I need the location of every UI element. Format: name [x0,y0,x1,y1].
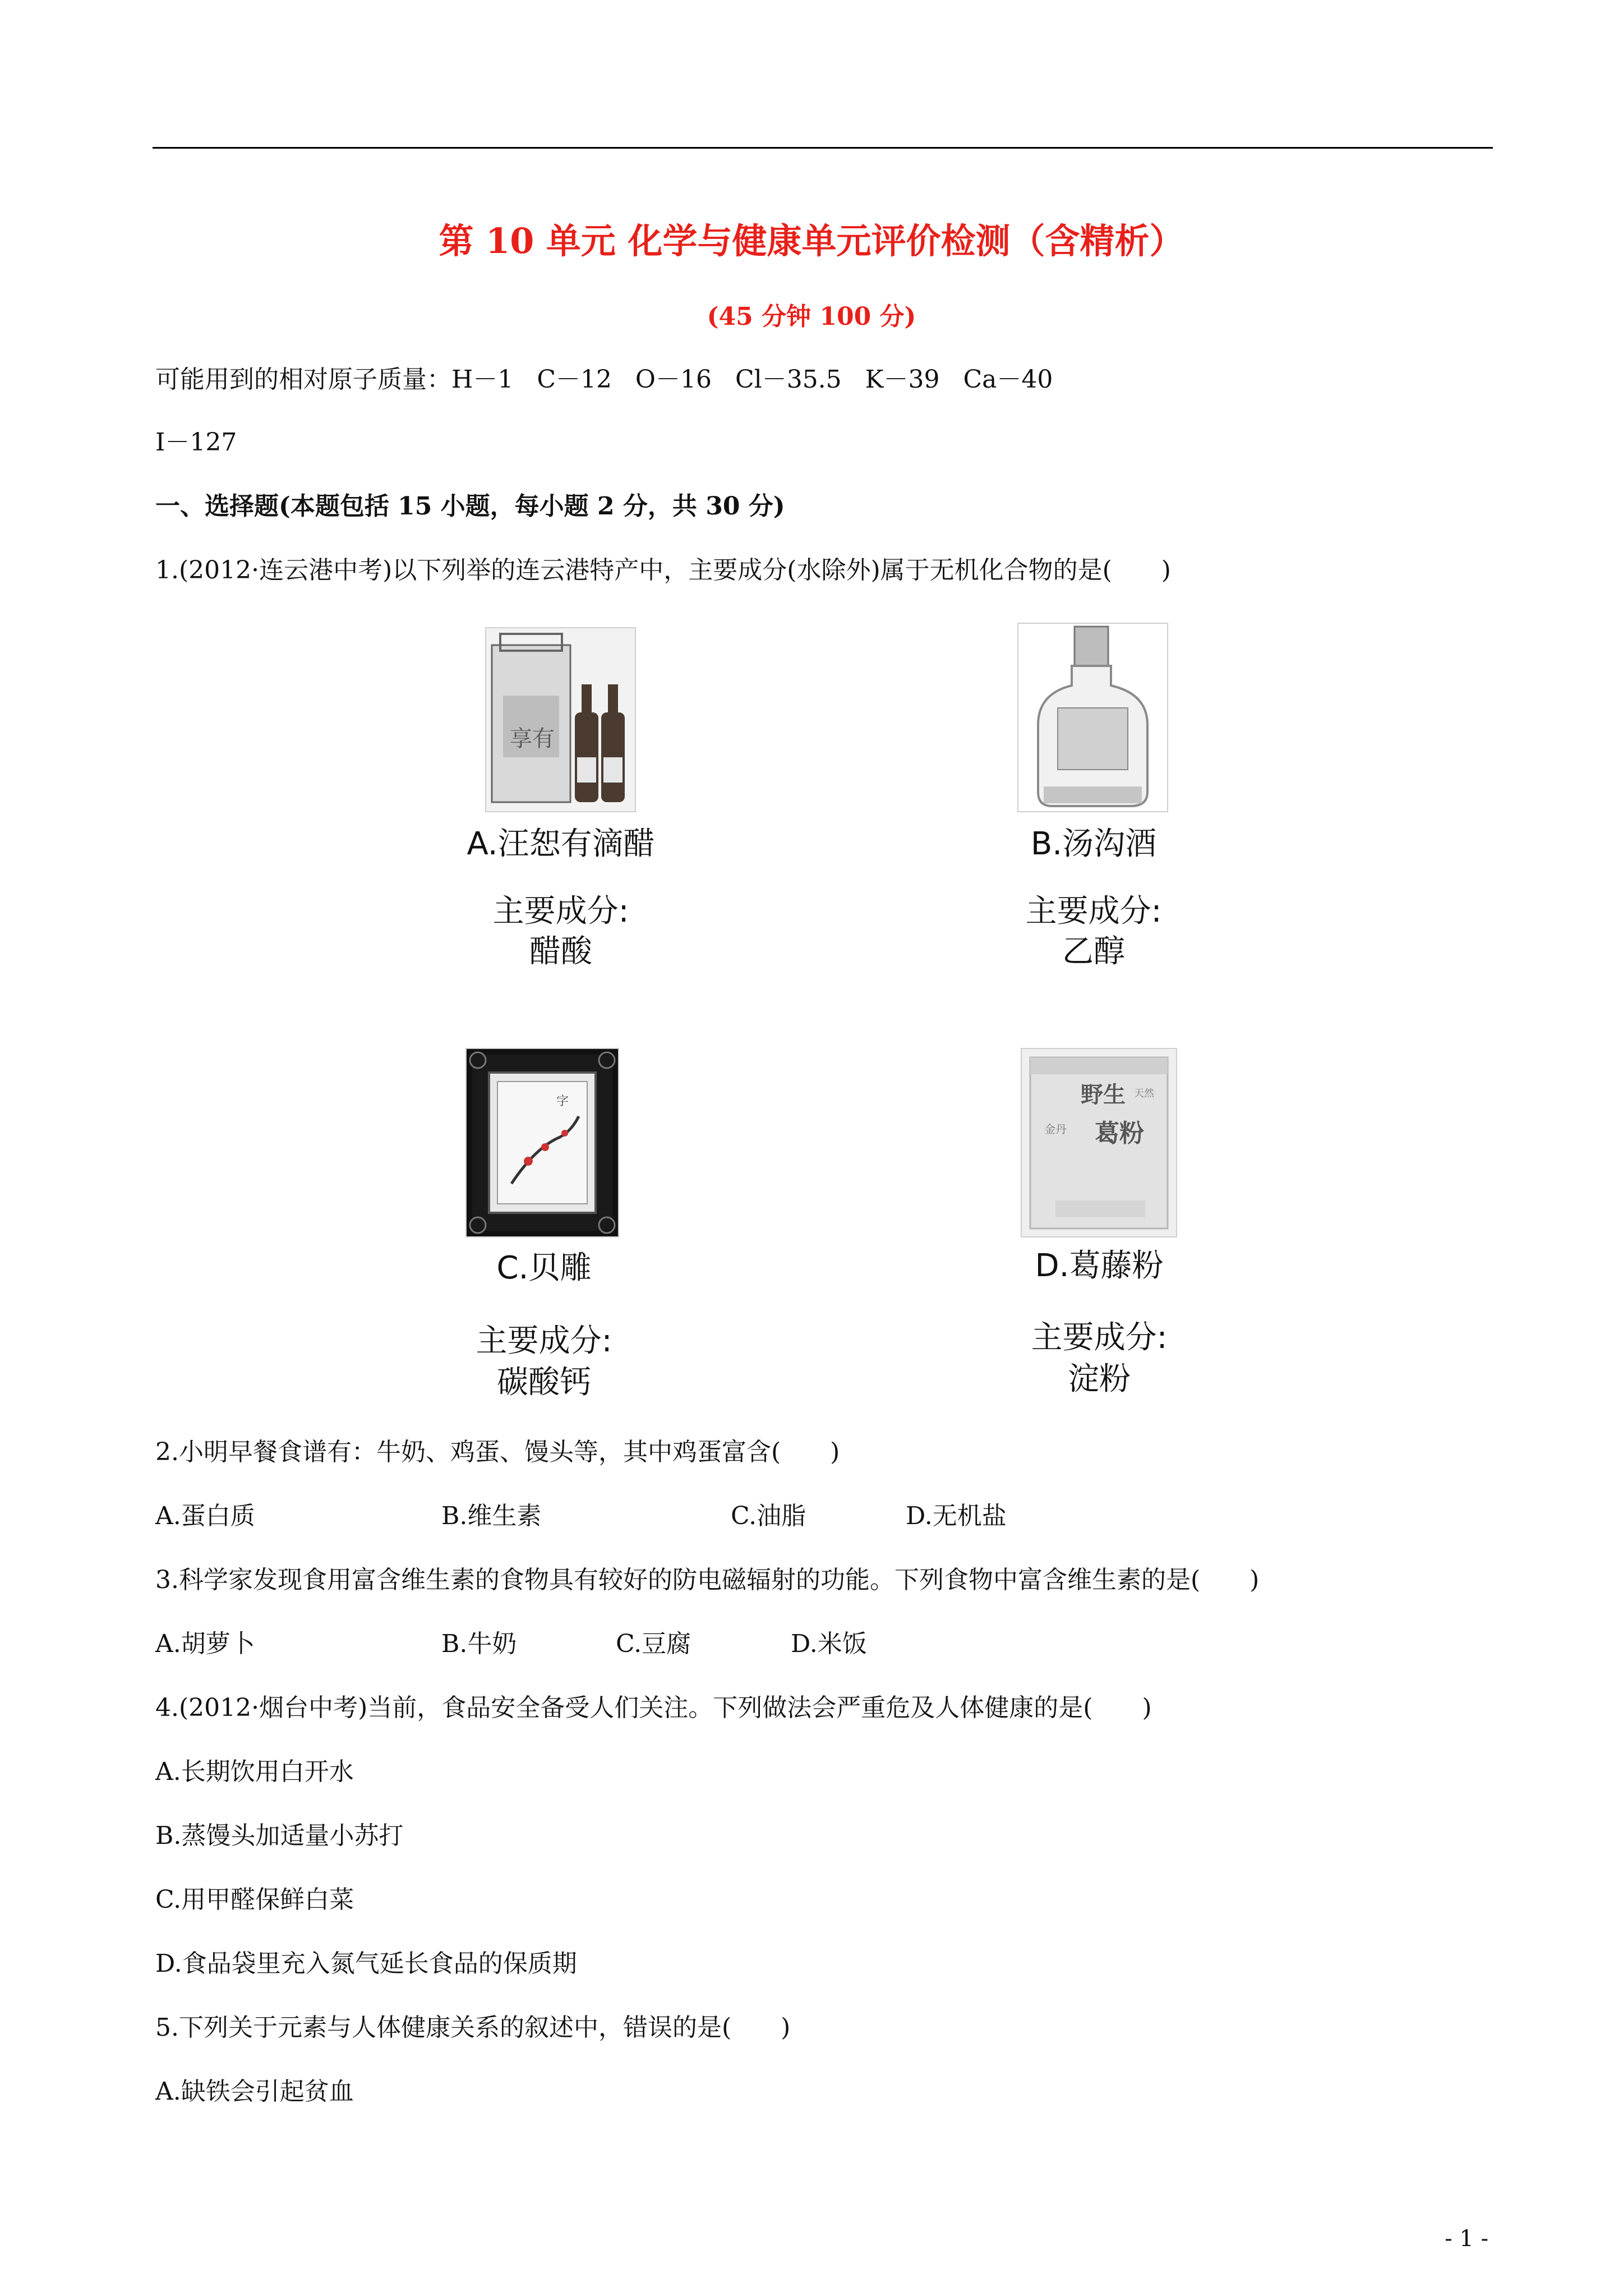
kudzu-bag-illustration [1022,1049,1176,1236]
page-subtitle: (45 分钟 100 分) [707,302,916,331]
q1-option-d-label: D.葛藤粉 [1035,1248,1164,1284]
q3-option-a: A.胡萝卜 [155,1630,255,1658]
section-1-header: 一、选择题(本题包括 15 小题，每小题 2 分，共 30 分) [155,492,785,521]
q3-option-b: B.牛奶 [441,1630,517,1658]
q4-option-a: A.长期饮用白开水 [155,1757,354,1786]
page-number: - 1 - [1445,2226,1488,2252]
q1-option-a-component-title: 主要成分: [492,893,629,930]
liquor-bottle-illustration [1018,624,1167,811]
shell-carving-illustration [467,1049,618,1236]
q1-option-a-component: 醋酸 [529,933,592,970]
kudzu-bag-lettering-4: 天然 [1134,1088,1154,1099]
atomic-masses-line-2: I－127 [155,428,237,457]
q2-option-a: A.蛋白质 [155,1502,255,1530]
q5-option-a: A.缺铁会引起贫血 [155,2077,354,2106]
q1-option-a-label: A.汪恕有滴醋 [467,826,655,862]
kudzu-bag-lettering-3: 金丹 [1044,1122,1067,1136]
q3-option-c: C.豆腐 [616,1630,691,1658]
q1-option-c-component-title: 主要成分: [476,1323,612,1359]
q4-option-d: D.食品袋里充入氮气延长食品的保质期 [155,1949,577,1978]
q3-option-d: D.米饭 [791,1630,867,1658]
q2-option-b: B.维生素 [441,1502,542,1530]
vinegar-illustration [486,628,635,811]
shell-carving-image [465,1048,619,1237]
q4-option-c: C.用甲醛保鲜白菜 [155,1885,354,1914]
kudzu-bag-lettering-2: 葛粉 [1095,1119,1144,1148]
q2-option-c: C.油脂 [731,1502,806,1530]
atomic-masses-line-1: 可能用到的相对原子质量：H－1 C－12 O－16 Cl－35.5 K－39 Ca－40 [155,365,1053,394]
q5-stem: 5.下列关于元素与人体健康关系的叙述中，错误的是( ) [155,2013,791,2042]
kudzu-bag-lettering-1: 野生 [1081,1082,1126,1108]
svg-text:字: 字 [556,1094,569,1108]
q2-option-d: D.无机盐 [906,1502,1007,1530]
q4-option-b: B.蒸馒头加适量小苏打 [155,1821,404,1850]
q4-stem: 4.(2012·烟台中考)当前，食品安全备受人们关注。下列做法会严重危及人体健康的是( ) [155,1694,1152,1722]
kudzu-powder-image [1021,1048,1177,1237]
q1-option-d-component: 淀粉 [1068,1361,1131,1397]
vinegar-product-image [485,627,636,812]
vinegar-box-lettering: 享有 [510,726,555,752]
q1-option-b-label: B.汤沟酒 [1030,826,1157,862]
q1-option-c-component: 碳酸钙 [497,1364,591,1401]
q1-option-d-component-title: 主要成分: [1031,1319,1168,1356]
q1-option-b-component-title: 主要成分: [1025,893,1162,930]
header-rule [153,147,1493,149]
q1-option-c-label: C.贝雕 [496,1250,592,1286]
q2-stem: 2.小明早餐食谱有：牛奶、鸡蛋、馒头等，其中鸡蛋富含( ) [155,1438,840,1466]
liquor-bottle-image [1017,623,1168,812]
q1-option-b-component: 乙醇 [1062,933,1125,970]
q1-stem: 1.(2012·连云港中考)以下列举的连云港特产中，主要成分(水除外)属于无机化合物的是( ) [155,556,1171,585]
q3-stem: 3.科学家发现食用富含维生素的食物具有较好的防电磁辐射的功能。下列食物中富含维生素的是( ) [155,1566,1260,1594]
page-title: 第 10 单元 化学与健康单元评价检测（含精析） [439,220,1184,261]
